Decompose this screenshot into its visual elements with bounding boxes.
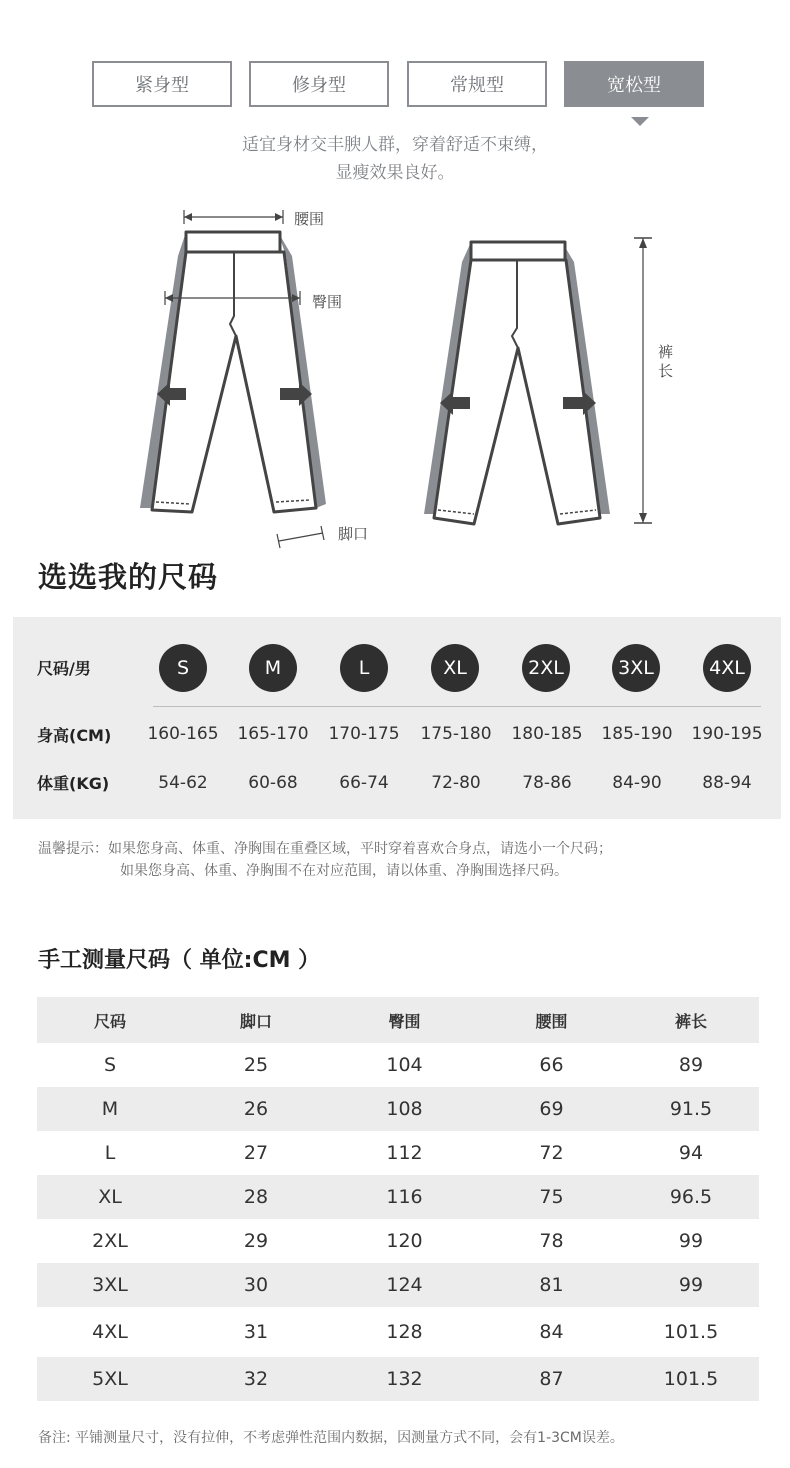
height-value: 170-175 <box>328 724 400 744</box>
table-cell: 5XL <box>37 1357 183 1401</box>
height-row-label: 身高(CM) <box>37 726 112 745</box>
height-value: 160-165 <box>147 724 219 744</box>
table-cell: 99 <box>678 1230 704 1252</box>
fit-description <box>0 131 790 187</box>
tab-tight-fit[interactable]: 紧身型 <box>92 61 232 107</box>
table-cell: 31 <box>243 1321 269 1343</box>
table-cell: L <box>104 1142 116 1164</box>
table-cell: 29 <box>243 1230 269 1252</box>
active-tab-pointer <box>631 117 649 126</box>
table-header-row <box>37 997 759 1043</box>
size-option-3xl[interactable]: 3XL <box>612 644 660 692</box>
height-value: 185-190 <box>601 724 673 744</box>
table-cell: 112 <box>386 1142 423 1164</box>
table-cell: 4XL <box>92 1321 128 1343</box>
size-tip <box>38 838 612 882</box>
weight-value: 60-68 <box>248 773 298 793</box>
table-cell: 84 <box>539 1321 564 1343</box>
table-cell: 2XL <box>92 1230 128 1252</box>
table-cell: 72 <box>539 1142 564 1164</box>
table-row <box>37 1357 759 1401</box>
header-size: 尺码 <box>37 997 183 1043</box>
weight-value: 66-74 <box>339 773 389 793</box>
measure-table <box>37 997 759 1401</box>
table-cell: 99 <box>623 1263 759 1307</box>
table-cell: 28 <box>183 1175 329 1219</box>
weight-value: 88-94 <box>702 773 752 793</box>
table-cell: 89 <box>678 1054 704 1076</box>
hip-label: 臀围 <box>312 293 343 311</box>
size-option-2xl[interactable]: 2XL <box>522 644 570 692</box>
table-cell: 69 <box>480 1087 623 1131</box>
table-cell: 27 <box>243 1142 269 1164</box>
table-cell: 91.5 <box>623 1087 759 1131</box>
weight-value: 78-86 <box>522 773 572 793</box>
tab-slim-fit[interactable]: 修身型 <box>249 61 389 107</box>
height-value: 190-195 <box>691 724 763 744</box>
weight-value: 84-90 <box>612 773 662 793</box>
hem-label: 脚口 <box>338 525 369 543</box>
header-length: 裤长 <box>623 997 759 1043</box>
table-cell: 101.5 <box>663 1321 719 1343</box>
size-option-l[interactable]: L <box>340 644 388 692</box>
size-option-4xl[interactable]: 4XL <box>703 644 751 692</box>
table-cell: 124 <box>329 1263 480 1307</box>
table-cell: 116 <box>329 1175 480 1219</box>
table-cell: 3XL <box>37 1263 183 1307</box>
fit-tabs <box>92 61 706 107</box>
height-value: 165-170 <box>237 724 309 744</box>
size-option-m[interactable]: M <box>249 644 297 692</box>
weight-value: 54-62 <box>158 773 208 793</box>
table-cell: 78 <box>539 1230 564 1252</box>
measure-note: 备注: 平铺测量尺寸，没有拉伸，不考虑弹性范围内数据，因测量方式不同，会有1-3CM误差。 <box>38 1430 624 1446</box>
fit-description-line2: 显瘦效果良好。 <box>335 163 455 183</box>
size-option-xl[interactable]: XL <box>431 644 479 692</box>
pants-diagram <box>0 196 790 556</box>
header-hip: 臀围 <box>329 997 480 1043</box>
table-cell: 132 <box>329 1357 480 1401</box>
size-row-label: 尺码/男 <box>37 659 91 678</box>
table-cell: 120 <box>386 1230 423 1252</box>
table-cell: 75 <box>480 1175 623 1219</box>
measure-table-title: 手工测量尺码（ 单位:CM ） <box>38 948 321 973</box>
size-picker-panel <box>13 617 781 819</box>
size-picker-title: 选选我的尺码 <box>38 560 219 594</box>
waist-label: 腰围 <box>294 210 325 228</box>
table-cell: 30 <box>183 1263 329 1307</box>
height-value: 175-180 <box>420 724 492 744</box>
table-row <box>37 1131 759 1175</box>
size-tip-line2: 如果您身高、体重、净胸围不在对应范围，请以体重、净胸围选择尺码。 <box>120 863 568 879</box>
table-cell: 26 <box>183 1087 329 1131</box>
fit-description-line1: 适宜身材交丰腴人群，穿着舒适不束缚， <box>242 135 548 155</box>
table-cell: 66 <box>539 1054 564 1076</box>
table-cell: 87 <box>480 1357 623 1401</box>
height-value: 180-185 <box>511 724 583 744</box>
table-cell: 104 <box>386 1054 423 1076</box>
table-row <box>37 1043 759 1087</box>
length-label: 裤长 <box>658 343 674 380</box>
table-cell: 32 <box>183 1357 329 1401</box>
size-tip-line1: 温馨提示：如果您身高、体重、净胸围在重叠区域，平时穿着喜欢合身点，请选小一个尺码； <box>38 841 612 857</box>
header-hem: 脚口 <box>183 997 329 1043</box>
table-cell: 94 <box>678 1142 704 1164</box>
table-row <box>37 1087 759 1131</box>
table-cell: 96.5 <box>623 1175 759 1219</box>
table-cell: M <box>37 1087 183 1131</box>
size-option-s[interactable]: S <box>159 644 207 692</box>
header-waist: 腰围 <box>480 997 623 1043</box>
tab-regular-fit[interactable]: 常规型 <box>407 61 547 107</box>
table-row <box>37 1307 759 1357</box>
table-cell: S <box>103 1054 117 1076</box>
table-cell: 128 <box>386 1321 423 1343</box>
table-cell: XL <box>37 1175 183 1219</box>
table-row <box>37 1175 759 1219</box>
table-row <box>37 1263 759 1307</box>
table-cell: 101.5 <box>623 1357 759 1401</box>
table-row <box>37 1219 759 1263</box>
table-cell: 25 <box>243 1054 269 1076</box>
weight-row-label: 体重(KG) <box>37 774 110 793</box>
table-cell: 108 <box>329 1087 480 1131</box>
picker-divider <box>153 706 761 707</box>
tab-loose-fit[interactable]: 宽松型 <box>564 61 704 107</box>
table-cell: 81 <box>480 1263 623 1307</box>
weight-value: 72-80 <box>431 773 481 793</box>
